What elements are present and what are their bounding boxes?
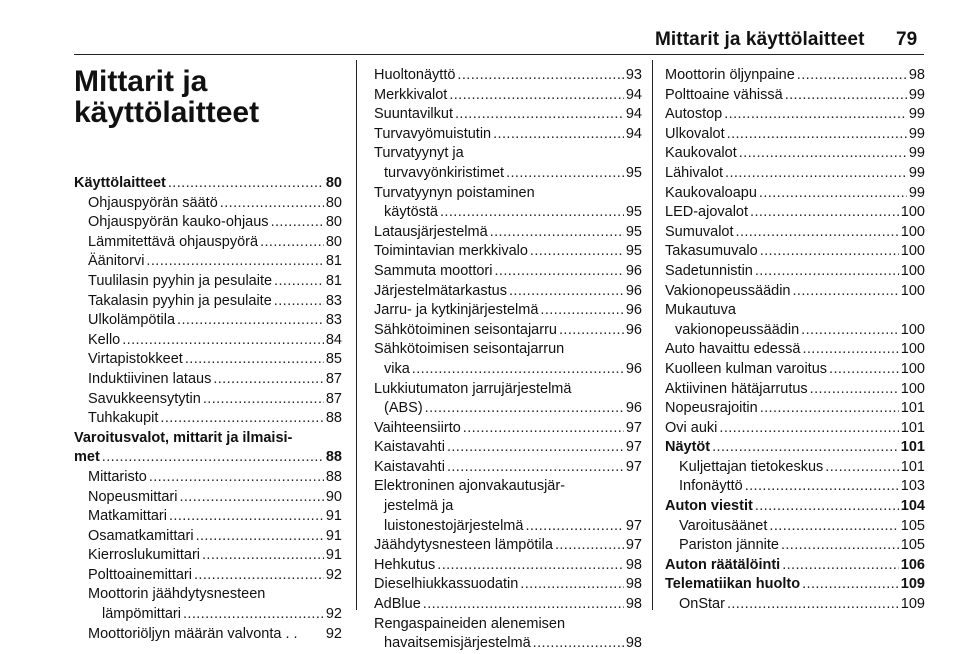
toc-entry[interactable] <box>74 233 342 253</box>
toc-entry-page: 103 <box>900 478 925 495</box>
toc-entry[interactable] <box>374 66 642 86</box>
toc-entry-page: 101 <box>900 400 925 417</box>
toc-entry[interactable] <box>74 252 342 272</box>
dot-leader <box>724 105 907 125</box>
toc-entry[interactable] <box>74 370 342 390</box>
toc-entry-page: 99 <box>908 106 925 123</box>
toc-entry-page: 90 <box>325 488 342 505</box>
toc-entry-title: Nopeusmittari <box>88 488 178 505</box>
toc-entry[interactable] <box>665 144 925 164</box>
toc-entry-page: 97 <box>625 537 642 554</box>
dot-leader <box>463 419 624 439</box>
toc-entry-title: Jarru- ja kytkinjärjestelmä <box>374 302 539 319</box>
toc-entry[interactable]: Sähkötoimisen seisontajarrun <box>374 341 565 358</box>
dot-leader <box>274 272 324 292</box>
toc-entry[interactable]: Turvatyynyt ja <box>374 145 464 162</box>
toc-entry-page: 91 <box>325 527 342 544</box>
toc-entry-title: Kierroslukumittari <box>88 547 200 564</box>
dot-leader <box>196 527 324 547</box>
toc-entry-page: 80 <box>325 214 342 231</box>
toc-entry[interactable] <box>74 213 342 233</box>
dot-leader <box>194 566 324 586</box>
toc-entry-page: 83 <box>325 312 342 329</box>
toc-entry-page: 91 <box>325 547 342 564</box>
toc-entry-page: 99 <box>908 164 925 181</box>
dot-leader <box>745 477 899 497</box>
dot-leader <box>494 262 623 282</box>
toc-entry-title: Dieselhiukkassuodatin <box>374 576 519 593</box>
toc-entry-page: 81 <box>325 272 342 289</box>
dot-leader <box>457 66 623 86</box>
toc-entry[interactable] <box>374 556 642 576</box>
toc-section-naytot[interactable]: Näytöt ..... 101 <box>665 438 925 458</box>
toc-entry[interactable] <box>665 223 925 243</box>
toc-entry[interactable] <box>665 340 925 360</box>
dot-leader <box>793 282 899 302</box>
dot-leader <box>755 262 899 282</box>
toc-entry[interactable]: Elektroninen ajonvakautusjär- <box>374 478 566 495</box>
toc-entry-page: 109 <box>900 596 925 613</box>
toc-entry-page: 87 <box>325 370 342 387</box>
toc-entry[interactable] <box>665 86 925 106</box>
toc-entry[interactable] <box>665 458 925 478</box>
toc-entry-page: 100 <box>900 341 925 358</box>
toc-entry-title: Virtapistokkeet <box>88 351 183 368</box>
toc-entry-page: 101 <box>900 458 925 475</box>
toc-entry-title: Jäähdytysnesteen lämpötila <box>374 537 553 554</box>
toc-entry[interactable] <box>374 575 642 595</box>
toc-entry-page: 81 <box>325 253 342 270</box>
toc-entry[interactable] <box>665 125 925 145</box>
dot-leader <box>760 242 899 262</box>
dot-leader <box>455 105 624 125</box>
toc-entry[interactable] <box>665 164 925 184</box>
toc-entry[interactable]: Moottoriöljyn määrän valvonta . . 92 <box>88 625 342 642</box>
dot-leader <box>760 399 899 419</box>
toc-entry-title: Merkkivalot <box>374 86 448 103</box>
column-divider <box>652 60 653 610</box>
toc-entry-title: Vakionopeussäädin <box>665 282 791 299</box>
dot-leader <box>274 292 324 312</box>
dot-leader <box>447 438 624 458</box>
toc-entry-title: Takasumuvalo <box>665 243 758 260</box>
toc-entry-title: Sadetunnistin <box>665 262 753 279</box>
toc-entry-cont[interactable]: turvavyönkiristimet ..... 95 <box>374 164 642 184</box>
toc-entry-title: Äänitorvi <box>88 253 145 270</box>
toc-entry-cont[interactable]: luistonestojärjestelmä ..... 97 <box>374 517 642 537</box>
toc-entry-page: 95 <box>625 223 642 240</box>
toc-entry[interactable] <box>74 292 342 312</box>
dot-leader <box>769 517 898 537</box>
toc-entry-page: 91 <box>325 508 342 525</box>
toc-entry-title: Auto havaittu edessä <box>665 341 801 358</box>
toc-entry-page: 88 <box>325 468 342 485</box>
toc-entry-title: Suuntavilkut <box>374 106 453 123</box>
toc-entry-title: Aktiivinen hätäjarrutus <box>665 380 808 397</box>
toc-entry[interactable] <box>374 321 642 341</box>
dot-leader <box>785 86 907 106</box>
toc-entry-title: Kuolleen kulman varoitus <box>665 360 828 377</box>
dot-leader <box>423 595 624 615</box>
toc-entry-page: 80 <box>325 194 342 211</box>
toc-entry-title: Turvavyömuistutin <box>374 125 492 142</box>
toc-entry-title: Nopeusrajoitin <box>665 400 758 417</box>
toc-entry-page: 98 <box>625 556 642 573</box>
dot-leader <box>122 331 324 351</box>
toc-section-varoitusvalot-cont[interactable]: met ..... 88 <box>74 448 342 468</box>
toc-entry-page: 83 <box>325 292 342 309</box>
toc-entry-title: Tuulilasin pyyhin ja pesulaite <box>88 272 273 289</box>
toc-entry[interactable] <box>374 282 642 302</box>
toc-entry[interactable] <box>74 272 342 292</box>
toc-entry[interactable] <box>374 262 642 282</box>
toc-entry[interactable] <box>374 223 642 243</box>
toc-entry[interactable] <box>374 301 642 321</box>
toc-entry-title: Ovi auki <box>665 419 718 436</box>
toc-entry-title: Polttoainemittari <box>88 566 192 583</box>
toc-entry[interactable] <box>74 468 342 488</box>
toc-entry[interactable] <box>374 242 642 262</box>
dot-leader <box>449 86 624 106</box>
toc-entry-page: 100 <box>900 282 925 299</box>
toc-entry-title: Toimintavian merkkivalo <box>374 243 528 260</box>
toc-entry-cont[interactable]: vika ..... 96 <box>374 360 642 380</box>
dot-leader <box>185 350 324 370</box>
toc-entry[interactable] <box>665 282 925 302</box>
toc-entry[interactable] <box>74 350 342 370</box>
chapter-title: Mittarit ja käyttölaitteet <box>74 65 260 129</box>
toc-entry-title: Lähivalot <box>665 164 724 181</box>
toc-entry[interactable] <box>665 262 925 282</box>
toc-entry-title: Järjestelmätarkastus <box>374 282 507 299</box>
toc-entry[interactable] <box>374 105 642 125</box>
toc-entry[interactable] <box>665 66 925 86</box>
toc-entry-title: Kaistavahti <box>374 458 445 475</box>
toc-entry-title: Ulkolämpötila <box>88 312 176 329</box>
toc-entry[interactable] <box>665 203 925 223</box>
toc-entry[interactable] <box>665 360 925 380</box>
toc-entry-title: Kaistavahti <box>374 439 445 456</box>
toc-entry[interactable] <box>374 86 642 106</box>
toc-entry-title: Kaukovalot <box>665 145 737 162</box>
toc-entry-page: 95 <box>625 243 642 260</box>
toc-entry[interactable] <box>374 419 642 439</box>
toc-entry-title: AdBlue <box>374 596 421 613</box>
dot-leader <box>213 370 324 390</box>
toc-section-telematiikan-huolto[interactable]: Telematiikan huolto ..... 109 <box>665 575 925 595</box>
toc-column-2 <box>374 66 642 654</box>
dot-leader <box>509 282 624 302</box>
toc-entry-title: LED-ajovalot <box>665 204 749 221</box>
toc-entry-page: 101 <box>900 419 925 436</box>
toc-entry[interactable] <box>665 419 925 439</box>
toc-column-3 <box>665 66 925 615</box>
dot-leader <box>520 575 624 595</box>
dot-leader <box>540 301 623 321</box>
toc-entry-title: Kaukovaloapu <box>665 184 757 201</box>
toc-entry[interactable] <box>74 409 342 429</box>
toc-entry-page: 88 <box>325 410 342 427</box>
toc-entry-page: 87 <box>325 390 342 407</box>
toc-entry-title: Hehkutus <box>374 556 436 573</box>
toc-entry-page: 93 <box>625 67 642 83</box>
toc-entry[interactable]: Turvatyynyn poistaminen <box>374 184 535 201</box>
toc-entry-page: 99 <box>908 145 925 162</box>
toc-entry-title: Moottorin öljynpaine <box>665 67 795 83</box>
dot-leader <box>719 419 898 439</box>
toc-entry[interactable] <box>374 458 642 478</box>
toc-entry-title: Ohjauspyörän kauko-ohjaus <box>88 214 269 231</box>
toc-entry[interactable] <box>74 390 342 410</box>
toc-entry-title: Savukkeensytytin <box>88 390 201 407</box>
toc-entry-page: 96 <box>625 321 642 338</box>
toc-entry-title: Induktiivinen lataus <box>88 370 212 387</box>
toc-entry-cont[interactable]: havaitsemisjärjestelmä ..... 98 <box>374 634 642 654</box>
toc-entry-page: 99 <box>908 125 925 142</box>
toc-entry[interactable] <box>665 477 925 497</box>
dot-leader <box>149 468 324 488</box>
dot-leader <box>829 360 899 380</box>
toc-section-auton-raatalointi[interactable]: Auton räätälöinti ..... 106 <box>665 556 925 576</box>
toc-entry[interactable] <box>74 311 342 331</box>
dot-leader <box>725 164 907 184</box>
toc-entry-title: Takalasin pyyhin ja pesulaite <box>88 292 272 309</box>
dot-leader <box>530 242 624 262</box>
toc-entry-cont[interactable]: jestelmä ja <box>384 498 454 515</box>
toc-entry-page: 100 <box>900 204 925 221</box>
toc-entry[interactable] <box>665 105 925 125</box>
toc-entry[interactable] <box>665 536 925 556</box>
toc-entry[interactable] <box>74 527 342 547</box>
toc-entry-page: 96 <box>625 262 642 279</box>
toc-entry[interactable]: Rengaspaineiden alenemisen <box>374 615 566 632</box>
toc-entry[interactable] <box>74 546 342 566</box>
toc-entry-title: Sähkötoiminen seisontajarru <box>374 321 557 338</box>
toc-entry-page: 80 <box>325 233 342 250</box>
toc-entry-title: Pariston jännite <box>679 537 779 554</box>
dot-leader <box>437 556 624 576</box>
toc-entry-cont[interactable]: käytöstä ..... 95 <box>374 203 642 223</box>
toc-entry-title: Autostop <box>665 106 723 123</box>
dot-leader <box>260 233 324 253</box>
toc-entry-page: 100 <box>900 243 925 260</box>
dot-leader <box>146 252 323 272</box>
toc-entry-page: 99 <box>908 184 925 201</box>
toc-entry-page: 94 <box>625 125 642 142</box>
toc-entry-title: Lämmitettävä ohjauspyörä <box>88 233 259 250</box>
toc-entry-page: 92 <box>325 566 342 583</box>
toc-entry-title: Ulkovalot <box>665 125 725 142</box>
dot-leader <box>797 66 907 86</box>
column-divider <box>356 60 357 610</box>
toc-entry-page: 94 <box>625 86 642 103</box>
toc-entry-page: 100 <box>900 360 925 377</box>
toc-section-auton-viestit[interactable]: Auton viestit ..... 104 <box>665 497 925 517</box>
toc-entry-page: 98 <box>625 596 642 613</box>
toc-entry-title: Mittaristo <box>88 468 147 485</box>
page-number: 79 <box>896 29 918 50</box>
toc-entry-page: 84 <box>325 331 342 348</box>
toc-entry-title: Varoitusäänet <box>679 517 768 534</box>
toc-entry-page: 100 <box>900 262 925 279</box>
toc-entry[interactable] <box>74 566 342 586</box>
toc-entry-title: Sammuta moottori <box>374 262 493 279</box>
dot-leader <box>177 311 324 331</box>
toc-entry[interactable] <box>74 488 342 508</box>
dot-leader <box>727 595 899 615</box>
toc-entry-cont[interactable]: lämpömittari ..... 92 <box>74 605 342 625</box>
toc-entry[interactable]: Moottorin jäähdytysnesteen <box>88 586 266 603</box>
dot-leader <box>271 213 324 233</box>
toc-entry-page: 96 <box>625 282 642 299</box>
dot-leader <box>802 340 898 360</box>
toc-entry[interactable] <box>374 125 642 145</box>
toc-entry-title: Tuhkakupit <box>88 410 159 427</box>
toc-entry-page: 97 <box>625 458 642 475</box>
dot-leader <box>202 546 324 566</box>
dot-leader <box>493 125 624 145</box>
toc-entry-title: Matkamittari <box>88 508 167 525</box>
toc-entry-page: 97 <box>625 419 642 436</box>
toc-entry-page: 105 <box>900 517 925 534</box>
toc-entry[interactable] <box>374 595 642 615</box>
toc-entry[interactable] <box>665 380 925 400</box>
dot-leader <box>750 203 899 223</box>
toc-entry[interactable] <box>374 536 642 556</box>
toc-entry-page: 97 <box>625 439 642 456</box>
toc-entry-title: Vaihteensiirto <box>374 419 461 436</box>
toc-entry-page: 96 <box>625 302 642 319</box>
toc-entry-page: 105 <box>900 537 925 554</box>
dot-leader <box>447 458 624 478</box>
toc-entry-title: OnStar <box>679 596 725 613</box>
dot-leader <box>739 144 907 164</box>
toc-entry-cont[interactable]: (ABS) ..... 96 <box>374 399 642 419</box>
dot-leader <box>220 194 324 214</box>
dot-leader <box>160 409 323 429</box>
dot-leader <box>559 321 624 341</box>
toc-entry-cont[interactable]: vakionopeussäädin ..... 100 <box>665 321 925 341</box>
toc-entry-title: Huoltonäyttö <box>374 67 456 83</box>
toc-entry[interactable] <box>374 438 642 458</box>
toc-entry[interactable] <box>74 194 342 214</box>
toc-entry-title: Sumuvalot <box>665 223 734 240</box>
dot-leader <box>179 488 323 508</box>
toc-entry-title: Kello <box>88 331 121 348</box>
page-header <box>0 0 960 58</box>
toc-entry[interactable]: Lukkiutumaton jarrujärjestelmä <box>374 380 572 397</box>
toc-entry-title: Latausjärjestelmä <box>374 223 488 240</box>
dot-leader <box>727 125 907 145</box>
dot-leader <box>203 390 324 410</box>
toc-section-kayttolaitteet[interactable]: Käyttölaitteet ..... 80 <box>74 174 342 194</box>
toc-entry-page: 94 <box>625 106 642 123</box>
dot-leader <box>781 536 899 556</box>
toc-entry[interactable]: Mukautuva <box>665 302 736 319</box>
toc-column-1 <box>74 66 342 644</box>
toc-entry-title: Kuljettajan tietokeskus <box>679 458 824 475</box>
toc-entry-page: 100 <box>900 380 925 397</box>
toc-entry[interactable] <box>665 595 925 615</box>
toc-entry[interactable] <box>74 331 342 351</box>
dot-leader <box>759 184 907 204</box>
toc-entry[interactable] <box>74 507 342 527</box>
toc-entry[interactable] <box>665 399 925 419</box>
toc-entry[interactable] <box>665 242 925 262</box>
dot-leader <box>490 223 624 243</box>
dot-leader <box>736 223 899 243</box>
toc-entry[interactable] <box>665 517 925 537</box>
dot-leader <box>169 507 324 527</box>
toc-entry[interactable] <box>665 184 925 204</box>
running-title: Mittarit ja käyttölaitteet <box>655 29 865 50</box>
toc-entry-title: Osamatkamittari <box>88 527 194 544</box>
toc-entry-page: 98 <box>625 576 642 593</box>
toc-section-varoitusvalot[interactable]: Varoitusvalot, mittarit ja ilmaisi- <box>74 429 293 446</box>
toc-entry-title: Infonäyttö <box>679 478 743 495</box>
toc-entry-title: Ohjauspyörän säätö <box>88 194 218 211</box>
dot-leader <box>825 458 899 478</box>
toc-entry-page: 99 <box>908 86 925 103</box>
header-rule <box>74 54 924 55</box>
dot-leader <box>555 536 624 556</box>
toc-entry-page: 100 <box>900 223 925 240</box>
toc-entry-page: 98 <box>908 67 925 83</box>
toc-entry-page: 85 <box>325 351 342 368</box>
dot-leader <box>810 380 899 400</box>
toc-entry-title: Polttoaine vähissä <box>665 86 783 103</box>
